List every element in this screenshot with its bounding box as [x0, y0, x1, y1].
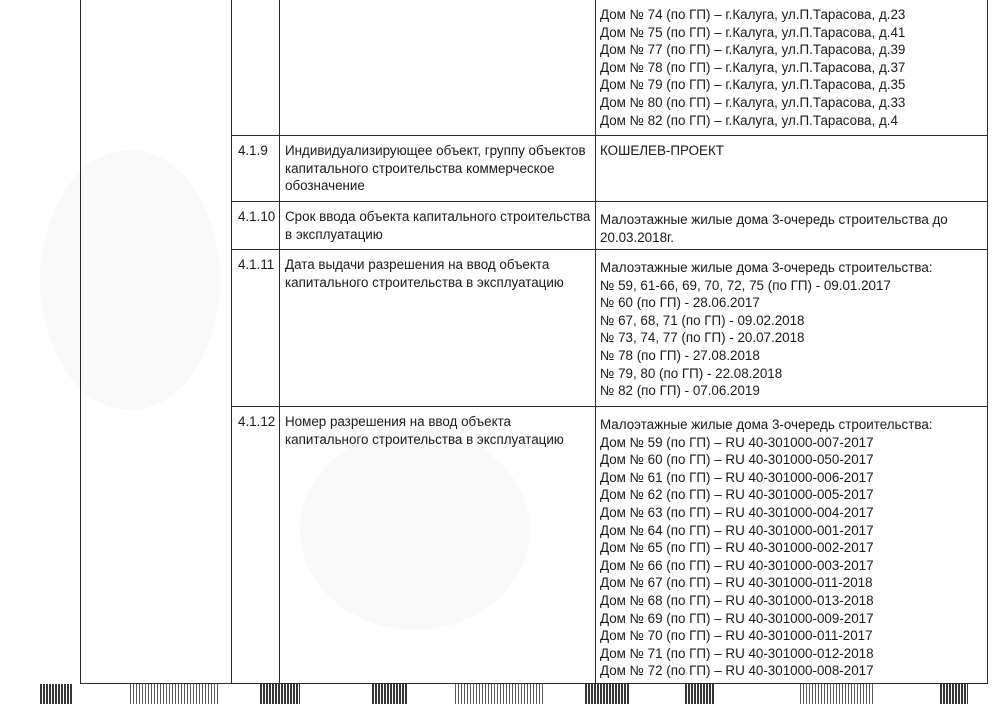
scan-noise	[940, 684, 968, 704]
table-cell-value	[600, 416, 932, 680]
text-line: капитального строительства коммерческое	[285, 160, 555, 176]
column-divider	[595, 0, 596, 683]
text-line: Дом № 63 (по ГП) – RU 40-301000-004-2017	[600, 504, 874, 520]
table-cell-value	[600, 6, 905, 129]
text-line: Малоэтажные жилые дома 3-очередь строительства:	[600, 260, 933, 275]
text-line: Дом № 70 (по ГП) – RU 40-301000-011-2017	[600, 628, 873, 644]
text-line: Дом № 71 (по ГП) – RU 40-301000-012-2018	[600, 645, 874, 661]
text-line: Дата выдачи разрешения на ввод объекта	[285, 257, 550, 272]
text-line: Дом № 68 (по ГП) – RU 40-301000-013-2018	[600, 592, 874, 608]
text-line: Номер разрешения на ввод объекта	[285, 414, 512, 429]
row-number: 4.1.10	[238, 209, 276, 224]
text-line: КОШЕЛЕВ-ПРОЕКТ	[600, 143, 724, 158]
scan-shadow	[300, 430, 530, 630]
table-border-left	[80, 0, 81, 683]
table-cell-value	[600, 259, 932, 400]
scan-shadow	[40, 150, 220, 410]
scan-noise	[585, 684, 630, 704]
text-line: № 59, 61-66, 69, 70, 72, 75 (по ГП) - 09.01.2017	[600, 277, 891, 293]
scan-noise	[40, 684, 72, 704]
text-line: № 78 (по ГП) - 27.08.2018	[600, 347, 760, 363]
text-line: Дом № 77 (по ГП) – г.Калуга, ул.П.Тарасова, д.39	[600, 42, 906, 58]
table-cell-value	[600, 142, 724, 160]
text-line: Дом № 66 (по ГП) – RU 40-301000-003-2017	[600, 557, 874, 573]
row-divider	[231, 249, 988, 250]
text-line: № 82 (по ГП) - 07.06.2019	[600, 383, 760, 399]
column-divider	[231, 0, 232, 683]
scan-noise	[372, 684, 408, 704]
text-line: капитального строительства в эксплуатацию	[285, 431, 564, 447]
text-line: капитального строительства в эксплуатацию	[285, 274, 564, 290]
text-line: Дом № 59 (по ГП) – RU 40-301000-007-2017	[600, 434, 874, 450]
text-line: Дом № 75 (по ГП) – г.Калуга, ул.П.Тарасова, д.41	[600, 24, 906, 40]
text-line: Дом № 60 (по ГП) – RU 40-301000-050-2017	[600, 452, 874, 468]
text-line: Малоэтажные жилые дома 3-очередь строительства до	[600, 212, 948, 227]
text-line: Дом № 69 (по ГП) – RU 40-301000-009-2017	[600, 610, 874, 626]
text-line: Дом № 65 (по ГП) – RU 40-301000-002-2017	[600, 540, 874, 556]
text-line: № 73, 74, 77 (по ГП) - 20.07.2018	[600, 330, 805, 346]
text-line: Дом № 82 (по ГП) – г.Калуга, ул.П.Тарасова, д.4	[600, 112, 898, 128]
row-number: 4.1.11	[238, 257, 275, 272]
scan-noise	[130, 684, 218, 704]
text-line: Малоэтажные жилые дома 3-очередь строительства:	[600, 417, 933, 432]
table-cell-value	[600, 211, 948, 246]
text-line: в эксплуатацию	[285, 226, 383, 242]
text-line: № 60 (по ГП) - 28.06.2017	[600, 295, 760, 311]
text-line: Индивидуализирующее объект, группу объектов	[285, 143, 586, 158]
scan-noise	[685, 684, 715, 704]
text-line: Дом № 67 (по ГП) – RU 40-301000-011-2018	[600, 575, 873, 591]
text-line: обозначение	[285, 178, 365, 194]
scan-noise	[260, 684, 300, 704]
scan-noise	[800, 684, 875, 704]
table-border-right	[987, 0, 988, 683]
column-divider	[279, 0, 280, 683]
table-cell-label	[285, 256, 564, 291]
text-line: Дом № 61 (по ГП) – RU 40-301000-006-2017	[600, 469, 874, 485]
row-divider	[231, 135, 988, 136]
text-line: Срок ввода объекта капитального строительства	[285, 209, 591, 224]
text-line: Дом № 78 (по ГП) – г.Калуга, ул.П.Тарасова, д.37	[600, 59, 906, 75]
table-cell-label	[285, 208, 590, 243]
text-line: Дом № 79 (по ГП) – г.Калуга, ул.П.Тарасова, д.35	[600, 77, 906, 93]
text-line: № 67, 68, 71 (по ГП) - 09.02.2018	[600, 312, 805, 328]
row-divider	[231, 406, 988, 407]
text-line: Дом № 64 (по ГП) – RU 40-301000-001-2017	[600, 522, 874, 538]
text-line: Дом № 80 (по ГП) – г.Калуга, ул.П.Тарасова, д.33	[600, 94, 906, 110]
text-line: 20.03.2018г.	[600, 229, 674, 245]
scan-noise	[455, 684, 545, 704]
table-cell-label	[285, 413, 564, 448]
row-number: 4.1.9	[238, 143, 268, 158]
text-line: № 79, 80 (по ГП) - 22.08.2018	[600, 365, 783, 381]
text-line: Дом № 74 (по ГП) – г.Калуга, ул.П.Тарасова, д.23	[600, 7, 906, 22]
table-cell-label	[285, 142, 586, 195]
text-line: Дом № 62 (по ГП) – RU 40-301000-005-2017	[600, 487, 874, 503]
row-divider	[231, 201, 988, 202]
row-number: 4.1.12	[238, 414, 276, 429]
text-line: Дом № 72 (по ГП) – RU 40-301000-008-2017	[600, 663, 874, 679]
